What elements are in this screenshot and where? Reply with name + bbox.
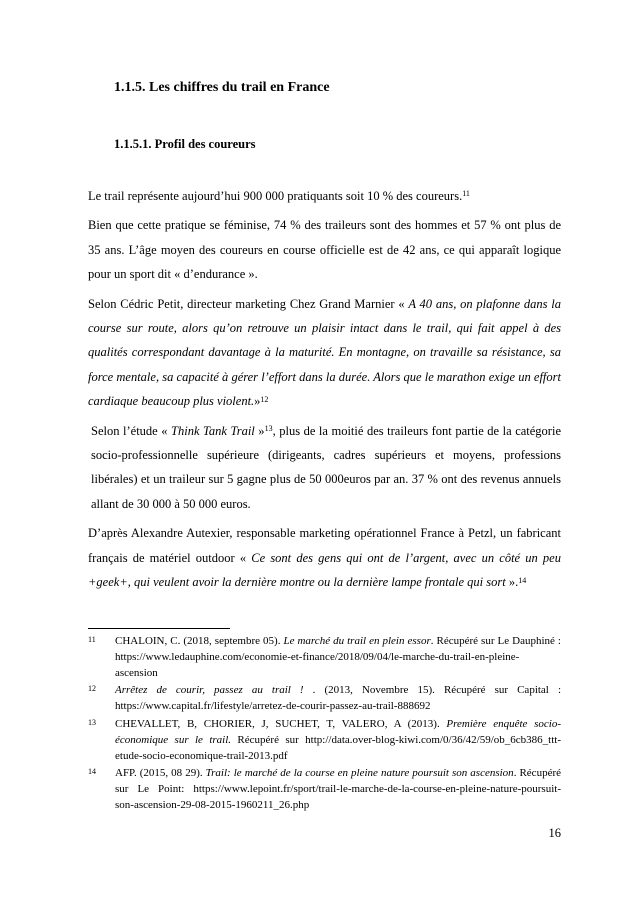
footnote-ref-13[interactable]: 13	[264, 424, 273, 434]
footnote-link-text[interactable]: . (2013, Novembre 15). Récupéré sur Capital : https://www.capital.fr/lifestyle/arretez-de-courir-passez-au-trail-888692	[115, 684, 561, 713]
footnote-number: 13	[88, 717, 96, 727]
paragraph-4: Selon l’étude « Think Tank Trail »$^{13}$, plus de la moitié des traileurs font partie de la catégorie socio-professionnelle supérieure (dirigeants, cadres supérieurs et moyens, professions libérales) et un traileur sur 5 gagne plus de 50 000euros par an. 37 % ont des revenus annuels allant de 30 000 à 50 000 euros.	[91, 423, 561, 511]
footnote-11: 11 CHALOIN, C. (2018, septembre 05). Le marché du trail en plein essor. Récupéré sur Le Dauphiné : https://www.ledauphine.com/economie-et-finance/2018/09/04/le-marche-du-trail-en-pleine-ascension	[88, 635, 561, 679]
paragraph-2: Bien que cette pratique se féminise, 74 % des traileurs sont des hommes et 57 % ont plus de 35 ans. L’âge moyen des coureurs en course officielle est de 42 ans, ce qui apparaît logique pour un sport dit « d’endurance ».	[88, 218, 561, 282]
quote-cedric-petit: A 40 ans, on plafonne dans la course sur route, alors qu’on retrouve un plaisir intact dans le trail, qui fait appel à des qualités correspondant davantage à la maturité. En montagne, on travaille sa résistance, sa force mentale, sa capacité à gérer l’effort dans la durée. Alors que le marathon exige un effort cardiaque beaucoup plus violent.	[88, 296, 562, 409]
footnote-number: 14	[88, 767, 96, 777]
footnote-link-text[interactable]: Récupéré sur http://data.over-blog-kiwi.com/0/36/42/59/ob_6cb386_ttt-etude-socio-economique-trail-2013.pdf	[115, 733, 561, 762]
quote-alexandre-autexier: Ce sont des gens qui ont de l’argent, avec un côté un peu +geek+, qui veulent avoir la dernière montre ou la dernière lampe frontale qui sort	[88, 550, 561, 590]
study-title: Think Tank Trail	[171, 423, 255, 438]
page-number: 16	[548, 826, 561, 840]
subsection-heading: 1.1.5.1. Profil des coureurs	[114, 137, 256, 151]
section-heading: 1.1.5. Les chiffres du trail en France	[114, 80, 330, 95]
footnote-number: 11	[88, 635, 96, 644]
paragraph-1: Le trail représente aujourd’hui 900 000 pratiquants soit 10 % des coureurs.$^{11}$	[88, 189, 470, 203]
footnote-13: 13 CHEVALLET, B, CHORIER, J, SUCHET, T, VALERO, A (2013). Première enquête socio-économique sur le trail. Récupéré sur http://data.over-blog-kiwi.com/0/36/42/59/ob_6cb386_ttt-etude-socio-economique-trail-2013.pdf	[88, 717, 561, 762]
body-text	[88, 184, 561, 600]
footnote-number: 12	[88, 684, 96, 694]
footnote-12: 12 Arrêtez de courir, passez au trail ! . (2013, Novembre 15). Récupéré sur Capital : https://www.capital.fr/lifestyle/arretez-de-courir-passez-au-trail-888692	[88, 684, 561, 713]
footnote-ref-12[interactable]: 12	[260, 394, 269, 404]
paragraph-3: Selon Cédric Petit, directeur marketing Chez Grand Marnier « A 40 ans, on plafonne dans la course sur route, alors qu’on retrouve un plaisir intact dans le trail, qui fait appel à des qualités correspondant davantage à la maturité. En montagne, on travaille sa résistance, sa force mentale, sa capacité à gérer l’effort dans la durée. Alors que le marathon exige un effort cardiaque beaucoup plus violent.»$^{12}$	[88, 296, 562, 409]
footnotes	[88, 634, 561, 816]
footnote-separator	[88, 628, 230, 629]
footnote-14: 14 AFP. (2015, 08 29). Trail: le marché de la course en pleine nature poursuit son ascension. Récupéré sur Le Point: https://www.lepoint.fr/sport/trail-le-marche-de-la-course-en-pleine-nature-poursuit-son-ascension-29-08-2015-1960211_26.php	[88, 767, 561, 811]
footnote-ref-14[interactable]: 14	[518, 575, 527, 585]
footnote-ref-11[interactable]: 11	[462, 189, 470, 199]
footnote-link-text[interactable]: . Récupéré sur Le Point: https://www.lepoint.fr/sport/trail-le-marche-de-la-course-en-pleine-nature-poursuit-son-ascension-29-08-2015-1960211_26.php	[115, 767, 561, 811]
footnote-link-text[interactable]: . Récupéré sur Le Dauphiné : https://www.ledauphine.com/economie-et-finance/2018/09/04/le-marche-du-trail-en-pleine-ascension	[115, 635, 561, 679]
paragraph-5: D’après Alexandre Autexier, responsable marketing opérationnel France à Petzl, un fabricant français de matériel outdoor « Ce sont des gens qui ont de l’argent, avec un côté un peu +geek+, qui veulent avoir la dernière montre ou la dernière lampe frontale qui sort ».$^{14}$	[88, 526, 561, 590]
